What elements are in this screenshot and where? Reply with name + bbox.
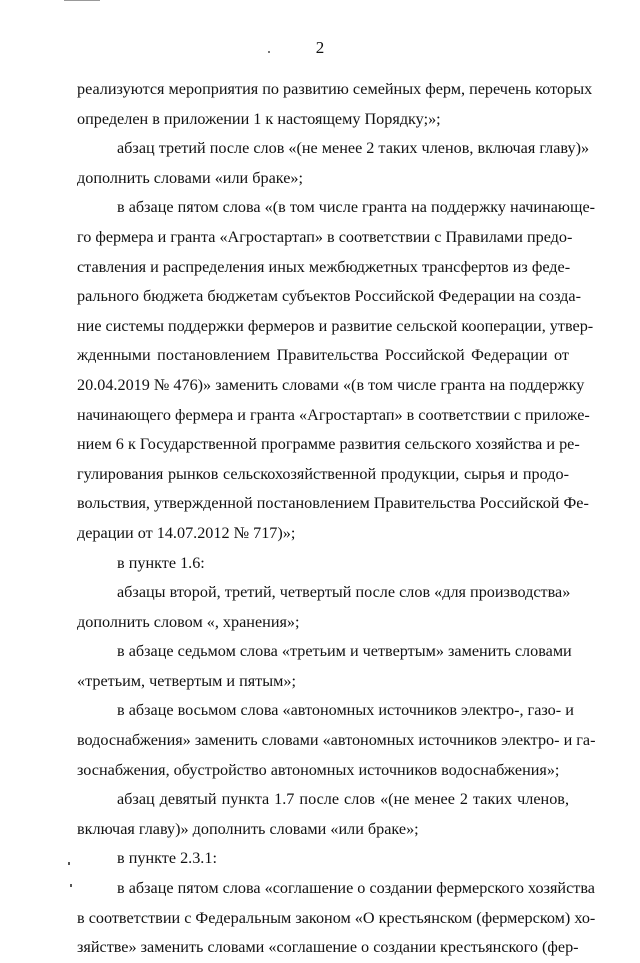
text-line: нием 6 к Государственной программе развития сельского хозяйства и ре- — [77, 435, 580, 454]
text-line: го фермера и гранта «Агростартап» в соответствии с Правилами предо- — [77, 227, 573, 246]
text-line: ставления и распределения иных межбюджетных трансфертов из феде- — [77, 257, 571, 276]
text-line: в пункте 1.6: — [117, 553, 205, 572]
text-line: гулирования рынков сельскохозяйственной продукции, сырья и продо- — [77, 464, 569, 483]
text-line: в абзаце восьмом слова «автономных источников электро-, газо- и — [117, 701, 574, 720]
text-line: в абзаце седьмом слова «третьим и четвертым» заменить словами — [117, 642, 572, 661]
page-number: 2 — [315, 38, 325, 57]
text-line: водоснабжения» заменить словами «автономных источников электро- и га- — [77, 731, 596, 750]
text-line: реализуются мероприятия по развитию семейных ферм, перечень которых — [77, 80, 593, 98]
text-line: зоснабжения, обустройство автономных источников водоснабжения»; — [77, 760, 560, 779]
text-line: определен в приложении 1 к настоящему Порядку;»; — [77, 109, 441, 128]
text-line: в пункте 2.3.1: — [117, 849, 217, 868]
document-body — [77, 75, 596, 963]
text-line: «третьим, четвертым и пятым»; — [77, 671, 296, 690]
text-line: дополнить словами «или браке»; — [77, 168, 303, 187]
scan-margin-mark — [70, 884, 72, 887]
text-line: жденными постановлением Правительства Российской Федерации от — [77, 346, 569, 365]
text-line: зяйстве» заменить словами «соглашение о создании крестьянского (фер- — [77, 938, 579, 957]
text-line: абзацы второй, третий, четвертый после слов «для производства» — [117, 583, 571, 602]
text-line: начинающего фермера и гранта «Агростартап» в соответствии с приложе- — [77, 405, 590, 424]
text-line: 20.04.2019 № 476)» заменить словами «(в том числе гранта на поддержку — [77, 375, 585, 394]
text-line: в соответствии с Федеральным законом «О крестьянском (фермерском) хо- — [77, 908, 596, 927]
text-line: в абзаце пятом слова «(в том числе гранта на поддержку начинающе- — [117, 198, 596, 217]
scan-margin-mark — [68, 862, 70, 865]
text-line: абзац девятый пункта 1.7 после слов «(не менее 2 таких членов, — [117, 790, 569, 809]
text-line: ние системы поддержки фермеров и развитие сельской кооперации, утвер- — [77, 316, 594, 335]
text-line: дерации от 14.07.2012 № 717)»; — [77, 523, 296, 542]
text-line: включая главу)» дополнить словами «или браке»; — [77, 819, 419, 838]
scan-edge-mark — [64, 0, 100, 3]
text-line: вольствия, утвержденной постановлением Правительства Российской Фе- — [77, 494, 589, 513]
text-line: рального бюджета бюджетам субъектов Российской Федерации на созда- — [77, 287, 581, 306]
text-line: дополнить словом «, хранения»; — [77, 612, 300, 631]
text-line: в абзаце пятом слова «соглашение о создании фермерского хозяйства — [117, 879, 595, 898]
text-line: абзац третий после слов «(не менее 2 таких членов, включая главу)» — [117, 139, 590, 158]
